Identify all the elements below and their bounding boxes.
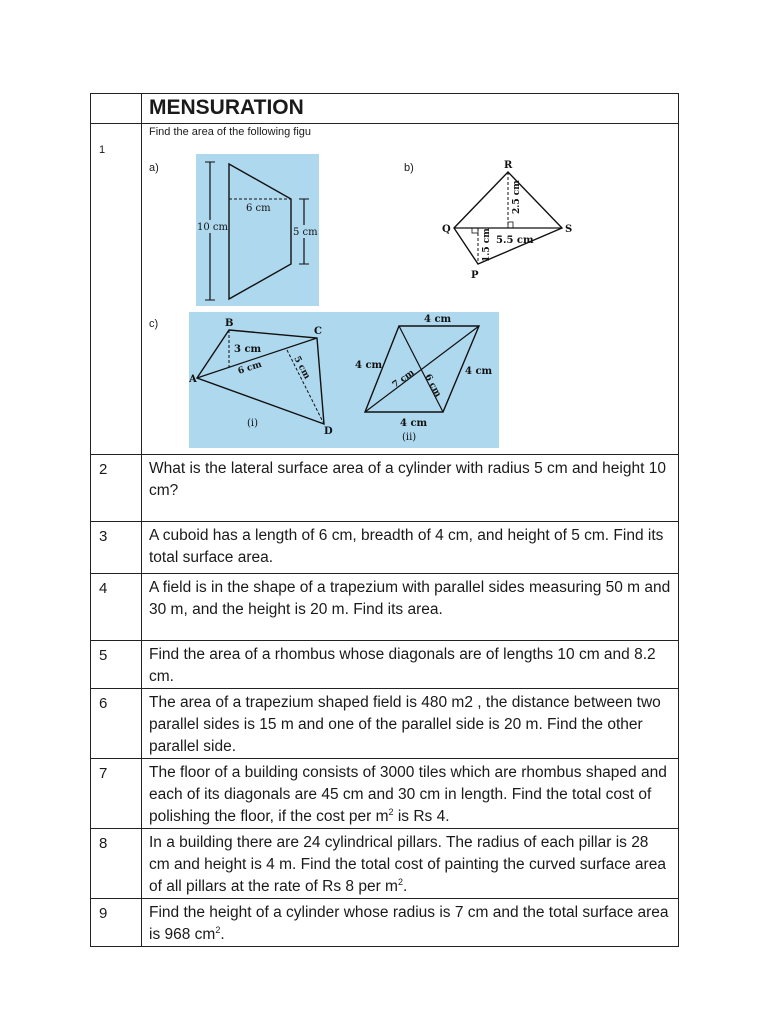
- question-number: 2: [91, 455, 142, 522]
- question-instruction: Find the area of the following figu: [149, 126, 312, 138]
- vertex-R: R: [504, 160, 513, 171]
- title-number-cell: [91, 94, 142, 124]
- vertex-P: P: [471, 270, 479, 281]
- label-c2-bottom: 4 cm: [400, 418, 428, 429]
- label-upper-height: 2.5 cm: [512, 180, 522, 214]
- label-c1-h1: 3 cm: [234, 344, 262, 355]
- question-row: [91, 574, 679, 641]
- question-row: [91, 522, 679, 574]
- vertex-D: D: [324, 426, 333, 437]
- question-text: A field is in the shape of a trapezium with parallel sides measuring 50 m and 30 m, and the height is 20 m. Find its area.: [142, 574, 679, 641]
- trapezium-shape: [229, 164, 291, 299]
- question-row: [91, 689, 679, 759]
- label-c2-right: 4 cm: [465, 366, 493, 377]
- figure-a-trapezium: [196, 154, 319, 306]
- question-number: 6: [91, 689, 142, 759]
- question-text: A cuboid has a length of 6 cm, breadth of 4 cm, and height of 5 cm. Find its total surface area.: [142, 522, 679, 574]
- figure-c-panel: [189, 312, 499, 448]
- vertex-A: A: [189, 374, 197, 385]
- question-number: 4: [91, 574, 142, 641]
- question-text: Find the height of a cylinder whose radius is 7 cm and the total surface area is 968 $cm^2$.: [142, 899, 679, 947]
- question-number-cell: [91, 124, 142, 455]
- label-c1-diag: 6 cm: [236, 359, 264, 377]
- figure-a-drawing: [196, 154, 319, 306]
- figure-label-c: c): [149, 318, 159, 330]
- caption-i: (i): [247, 418, 259, 429]
- question-number: 1: [99, 144, 106, 156]
- figure-b-drawing: [434, 156, 584, 286]
- worksheet-title: MENSURATION: [142, 94, 679, 124]
- vertex-S: S: [565, 224, 573, 235]
- figure-label-b: b): [404, 162, 414, 174]
- figure-b-quadrilateral: [434, 156, 584, 286]
- question-number: 8: [91, 829, 142, 899]
- label-c2-left: 4 cm: [355, 360, 383, 371]
- question-number: 3: [91, 522, 142, 574]
- question-text: The floor of a building consists of 3000 tiles which are rhombus shaped and each of its diagonals are 45 cm and 30 cm in length. Find the total cost of polishing the floor, if the cost per $m^2$ is Rs 4.: [142, 759, 679, 829]
- question-row: [91, 759, 679, 829]
- question-row: [91, 455, 679, 522]
- label-top-width: 6 cm: [246, 203, 271, 214]
- question-row-1: [91, 124, 679, 455]
- figure-label-a: a): [149, 162, 159, 174]
- vertex-C: C: [314, 326, 322, 337]
- title-row: [91, 94, 679, 124]
- question-text: In a building there are 24 cylindrical pillars. The radius of each pillar is 28 cm and height is 4 m. Find the total cost of painting the curved surface area of all pillars at the rate of Rs 8 per $m^2$.: [142, 829, 679, 899]
- worksheet-table: [90, 93, 679, 947]
- label-c1-h2: 5 cm: [291, 354, 312, 381]
- question-text: Find the area of a rhombus whose diagonals are of lengths 10 cm and 8.2 cm.: [142, 641, 679, 689]
- question-number: 9: [91, 899, 142, 947]
- question-number: 7: [91, 759, 142, 829]
- question-number: 5: [91, 641, 142, 689]
- question-text: What is the lateral surface area of a cylinder with radius 5 cm and height 10 cm?: [142, 455, 679, 522]
- label-diagonal: 5.5 cm: [496, 235, 534, 246]
- question-row: [91, 641, 679, 689]
- figures-cell: [142, 124, 679, 455]
- label-c2-top: 4 cm: [424, 314, 452, 325]
- label-right-height: 5 cm: [293, 227, 318, 238]
- vertex-B: B: [225, 318, 234, 329]
- label-c2-d1: 7 cm: [390, 367, 417, 391]
- figure-c-drawing: [189, 312, 499, 448]
- label-c2-d2: 6 cm: [422, 372, 443, 399]
- label-left-height: 10 cm: [197, 222, 228, 233]
- caption-ii: (ii): [402, 432, 417, 443]
- question-row: [91, 829, 679, 899]
- vertex-Q: Q: [442, 224, 451, 235]
- label-lower-height: 1.5 cm: [482, 228, 492, 262]
- question-row: [91, 899, 679, 947]
- question-text: The area of a trapezium shaped field is 480 m2 , the distance between two parallel sides is 15 m and one of the parallel side is 20 m. Find the other parallel side.: [142, 689, 679, 759]
